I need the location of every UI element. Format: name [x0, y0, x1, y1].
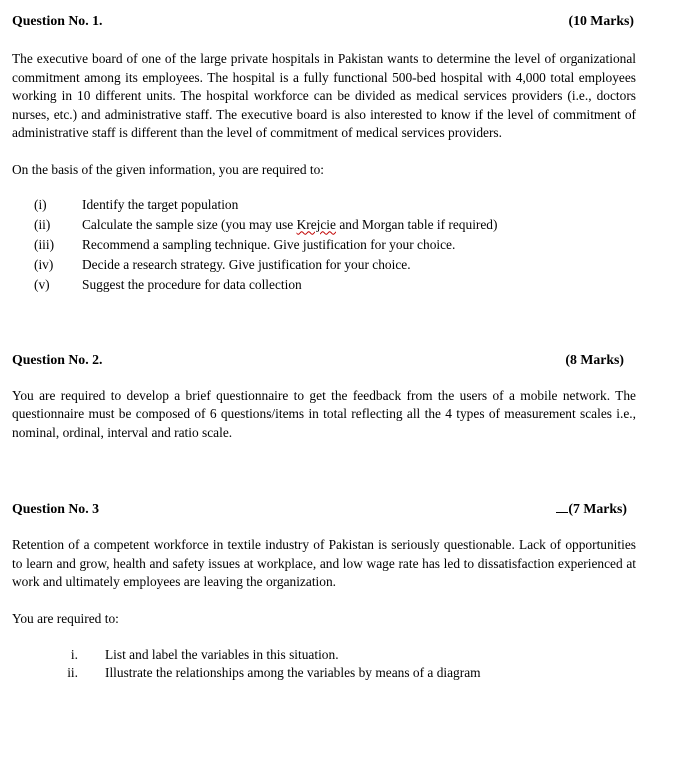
q3-list — [12, 646, 636, 683]
q1-paragraph: The executive board of one of the large private hospitals in Pakistan wants to determine the level of organizational commitment among its employees. The hospital is a fully functional 500-bed hospital with 4,000 total employees working in 10 different units. The hospital workforce can be divided as medical services providers (i.e., doctors nurses, etc.) and administrative staff. The executive board is also interested to know if the level of commitment of administrative staff is different than the level of commitment of medical services providers. — [12, 51, 636, 140]
list-item — [12, 215, 636, 235]
document-page — [12, 10, 636, 683]
spelling-flagged-word: Krejcie — [296, 216, 336, 232]
q2-marks: (8 Marks) — [565, 351, 624, 367]
q2-paragraph: You are required to develop a brief questionnaire to get the feedback from the users of a mobile network. The questionnaire must be composed of 6 questions/items in total reflecting all the 4 types of measurement scales i.e., nominal, ordinal, interval and ratio scale. — [12, 387, 636, 440]
q1-title: Question No. 1. — [12, 13, 103, 28]
q2-title: Question No. 2. — [12, 351, 103, 367]
list-item — [12, 195, 636, 215]
q3-title: Question No. 3 — [12, 501, 100, 516]
q1-instruction: On the basis of the given information, you are required to: — [12, 161, 324, 177]
list-item-text: List and label the variables in this situation. — [105, 646, 339, 662]
list-item-number: (i) — [34, 196, 47, 212]
list-item — [12, 664, 636, 683]
q3-header — [12, 500, 636, 518]
q1-marks: (10 Marks) — [568, 13, 634, 28]
list-item — [12, 255, 636, 275]
q1-header — [12, 12, 636, 30]
list-item — [12, 275, 636, 295]
list-item-text-start: Calculate the sample size (you may use — [82, 216, 297, 232]
q3-instruction: You are required to: — [12, 610, 119, 626]
list-item-number: (iii) — [34, 236, 55, 252]
q2-header — [12, 351, 636, 369]
list-item-text: Suggest the procedure for data collection — [82, 276, 302, 292]
list-item-text: Recommend a sampling technique. Give justification for your choice. — [82, 236, 456, 252]
list-item — [12, 646, 636, 665]
list-item-text: Identify the target population — [82, 196, 239, 212]
list-item — [12, 235, 636, 255]
list-item-text: Illustrate the relationships among the variables by means of a diagram — [105, 665, 481, 680]
q3-marks: (7 Marks) — [568, 501, 627, 516]
list-item-number: i. — [70, 646, 78, 662]
q3-paragraph: Retention of a competent workforce in textile industry of Pakistan is seriously questionable. Lack of opportunities to learn and grow, health and safety issues at workplace, and low wage rate has led to dissatisfaction experienced at work and ultimately employees are leaving the organization. — [12, 537, 636, 589]
list-item-number: ii. — [67, 665, 78, 680]
list-item-number: (v) — [34, 276, 50, 292]
underline-mark — [556, 500, 568, 513]
list-item-text-end: and Morgan table if required) — [335, 216, 498, 232]
list-item-number: (iv) — [34, 256, 54, 272]
q3-marks-wrap — [556, 500, 636, 518]
q1-list — [12, 195, 636, 295]
list-item-text — [82, 215, 636, 235]
list-item-text: Decide a research strategy. Give justification for your choice. — [82, 256, 411, 272]
list-item-number: (ii) — [34, 216, 51, 232]
